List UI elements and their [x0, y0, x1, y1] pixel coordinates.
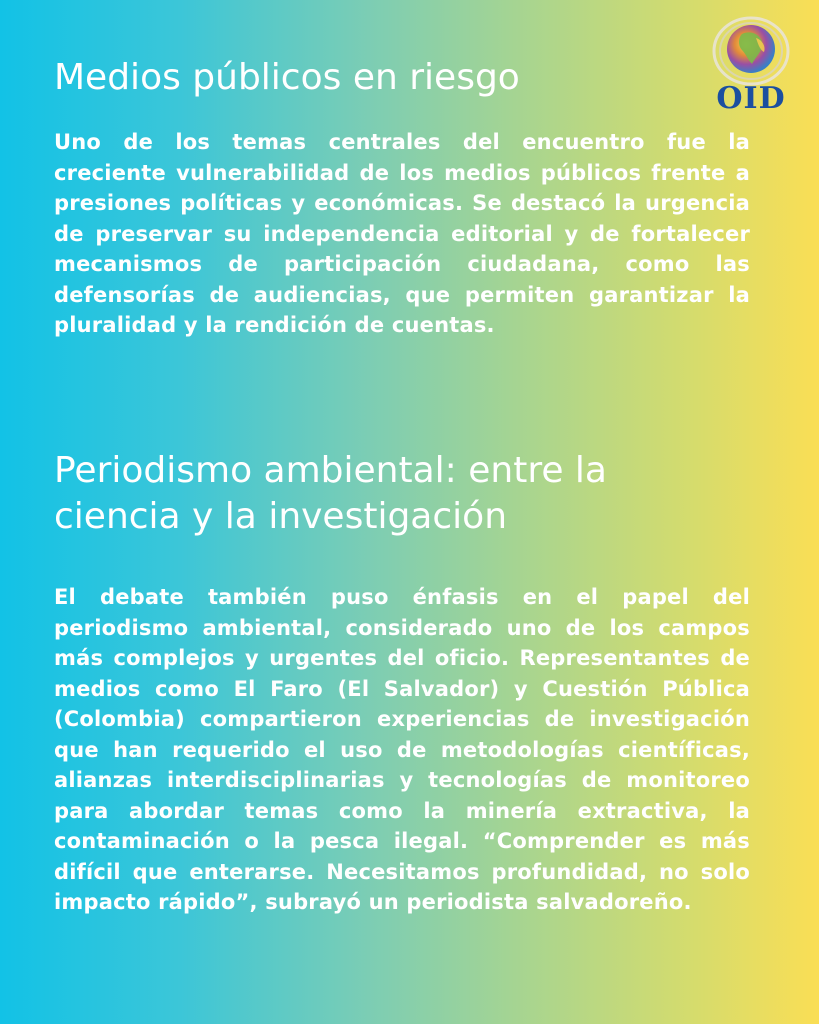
logo-text: OID: [716, 81, 786, 116]
globe-logo-icon: [712, 16, 790, 86]
section-title-periodismo-ambiental: Periodismo ambiental: entre la ciencia y la investigación: [54, 450, 607, 537]
section-body-medios-publicos: Uno de los temas centrales del encuentro fue la creciente vulnerabilidad de los medios públicos frente a presiones políticas y económicas. Se destacó la urgencia de preservar su independencia editorial y de fortalecer mecanismos de participación ciudadana, como las defensorías de audiencias, que permiten garantizar la pluralidad y la rendición de cuentas.: [54, 130, 750, 337]
section-title-medios-publicos: Medios públicos en riesgo: [54, 57, 520, 98]
oid-logo: [712, 16, 790, 116]
section-body-periodismo-ambiental: El debate también puso énfasis en el papel del periodismo ambiental, considerado uno de los campos más complejos y urgentes del oficio. Representantes de medios como El Faro (El Salvador) y Cuestión Pública (Colombia) compartieron experiencias de investigación que han requerido el uso de metodologías científicas, alianzas interdisciplinarias y tecnologías de monitoreo para abordar temas como la minería extractiva, la contaminación o la pesca ilegal. “Comprender es más difícil que enterarse. Necesitamos profundidad, no solo impacto rápido”, subrayó un periodista salvadoreño.: [54, 585, 750, 914]
